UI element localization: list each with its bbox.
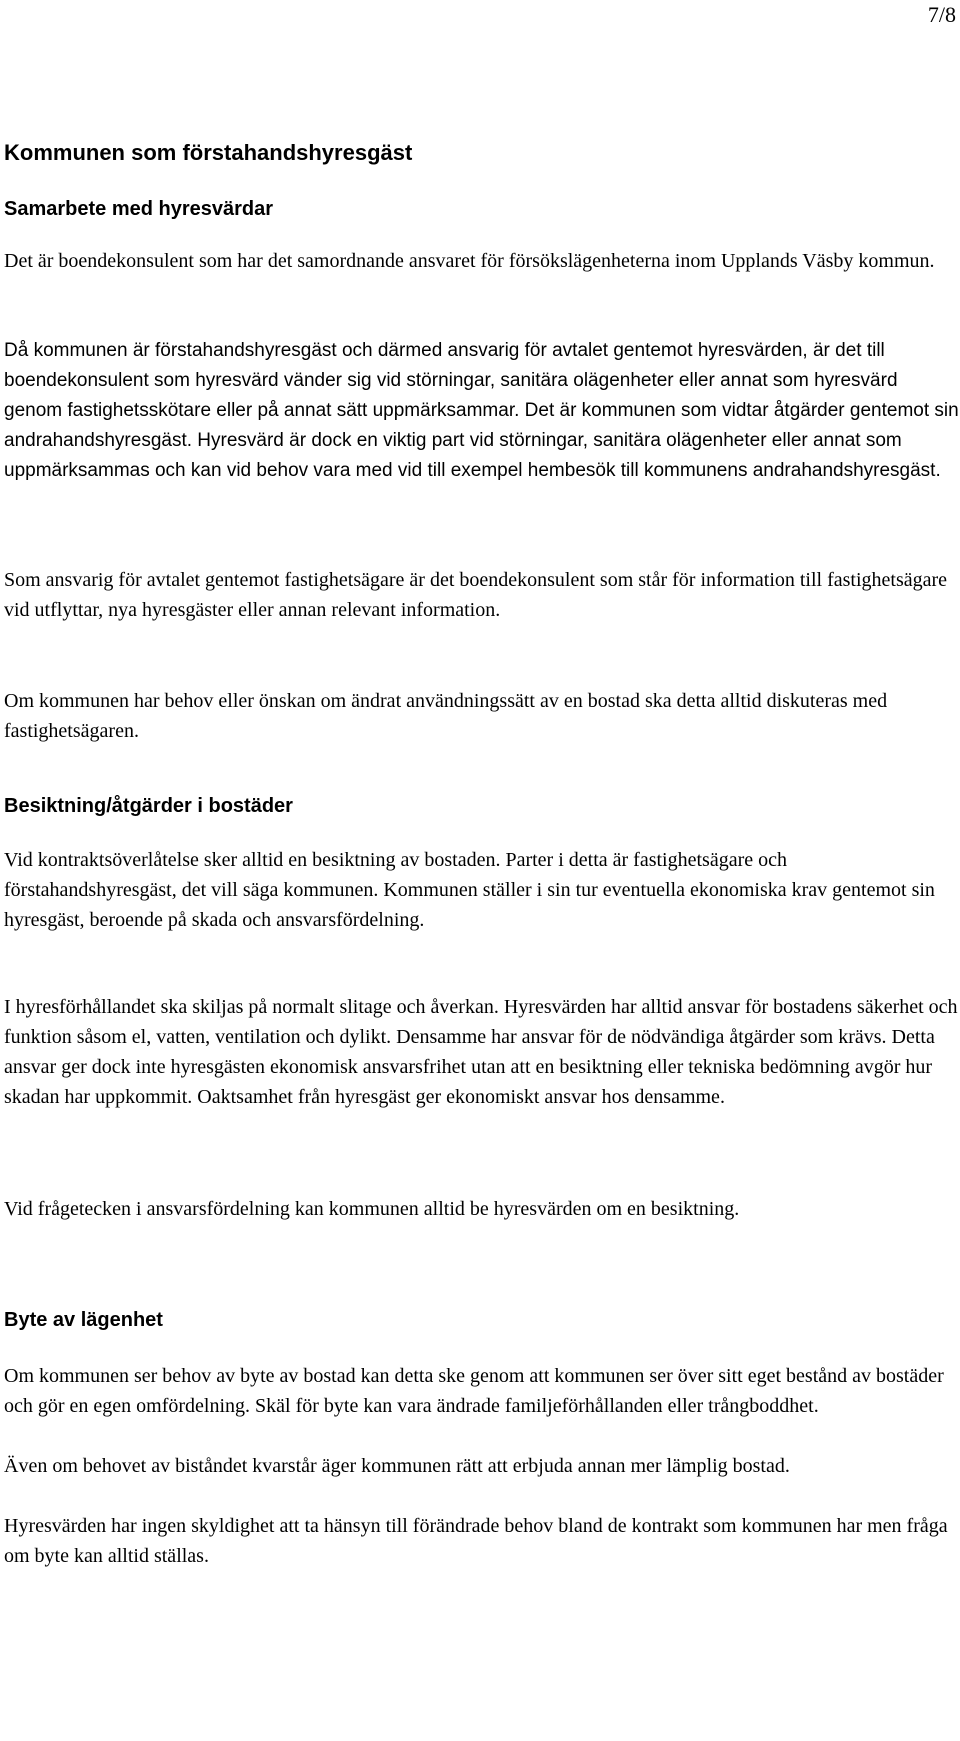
heading-besiktning: Besiktning/åtgärder i bostäder [4,795,293,817]
page-number: 7/8 [927,2,956,27]
heading-byte-av-lagenhet: Byte av lägenhet [4,1309,163,1331]
paragraph-fragetecken: Vid frågetecken i ansvarsfördelning kan kommunen alltid be hyresvärden om en besiktning. [4,1198,740,1220]
paragraph-byte-3: Hyresvärden har ingen skyldighet att ta hänsyn till förändrade behov bland de kontrakt som kommunen har men fråga om byte kan alltid ställas. [4,1515,948,1567]
paragraph-byte-2: Även om behovet av biståndet kvarstår äger kommunen rätt att erbjuda annan mer lämplig bostad. [4,1455,790,1477]
paragraph-kontraktsoverlatelse: Vid kontraktsöverlåtelse sker alltid en besiktning av bostaden. Parter i detta är fastighetsägare och förstahandshyresgäst, det vill säga kommunen. Kommunen ställer i sin tur eventuella ekonomiska krav gentemot sin hyresgäst, beroende på skada och ansvarsfördelning. [4,849,935,931]
paragraph-som-ansvarig: Som ansvarig för avtalet gentemot fastighetsägare är det boendekonsulent som står för information till fastighetsägare vid utflyttar, nya hyresgäster eller annan relevant information. [4,569,948,621]
paragraph-om-kommunen: Om kommunen har behov eller önskan om ändrat användningssätt av en bostad ska detta alltid diskuteras med fastighetsägaren. [4,690,888,742]
heading-kommunen-som-forstahandshyresgast: Kommunen som förstahandshyresgäst [4,140,413,165]
paragraph-da-kommunen: Då kommunen är förstahandshyresgäst och därmed ansvarig för avtalet gentemot hyresvärden, är det till boendekonsulent som hyresvärd vänder sig vid störningar, sanitära olägenheter eller annat som hyresvärd genom fastighetsskötare eller på annat sätt uppmärksammar. Det är kommunen som vidtar åtgärder gentemot sin andrahandshyresgäst. Hyresvärd är dock en viktig part vid störningar, sanitära olägenheter eller annat som uppmärksammas och kan vid behov vara med vid till exempel hembesök till kommunens andrahandshyresgäst. [4,340,959,481]
paragraph-byte-1: Om kommunen ser behov av byte av bostad kan detta ske genom att kommunen ser över sitt eget bestånd av bostäder och gör en egen omfördelning. Skäl för byte kan vara ändrade familjeförhållanden eller trångboddhet. [4,1365,944,1417]
heading-samarbete-med-hyresvardar: Samarbete med hyresvärdar [4,198,274,220]
paragraph-hyresforhallandet: I hyresförhållandet ska skiljas på normalt slitage och åverkan. Hyresvärden har alltid ansvar för bostadens säkerhet och funktion såsom el, vatten, ventilation och dylikt. Densamme har ansvar för de nödvändiga åtgärder som krävs. Detta ansvar ger dock inte hyresgästen ekonomisk ansvarsfrihet utan att en besiktning eller tekniska bedömning avgör hur skadan har uppkommit. Oaktsamhet från hyresgäst ger ekonomiskt ansvar hos densamme. [4,996,958,1108]
paragraph-intro: Det är boendekonsulent som har det samordnande ansvaret för försökslägenheterna inom Upplands Väsby kommun. [4,250,935,272]
